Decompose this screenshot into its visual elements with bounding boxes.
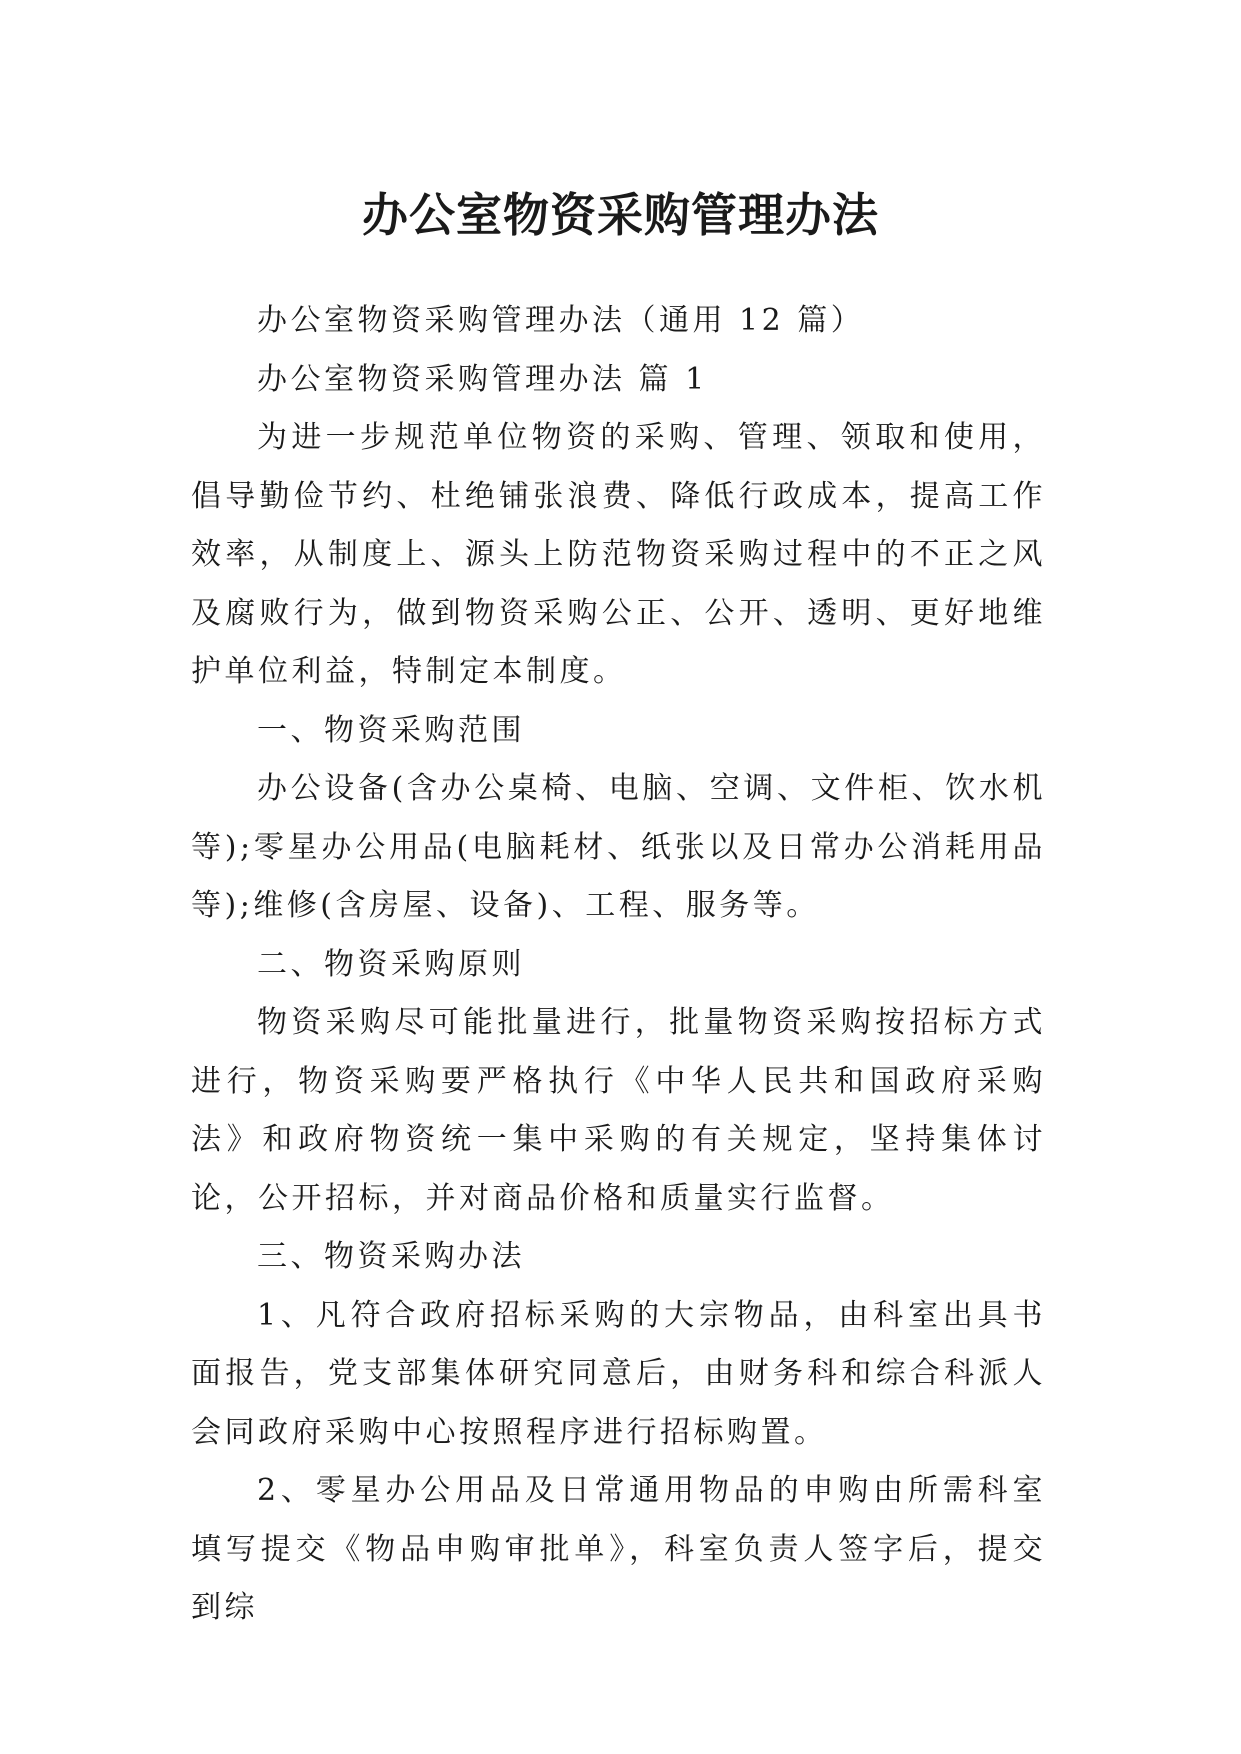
document-body <box>191 292 1046 1638</box>
section-heading-scope: 一、物资采购范围 <box>257 712 525 748</box>
article-heading: 办公室物资采购管理办法 篇 1 <box>257 361 708 397</box>
scope-paragraph: 办公设备(含办公桌椅、电脑、空调、文件柜、饮水机等);零星办公用品(电脑耗材、纸张以及日常办公消耗用品等);维修(含房屋、设备)、工程、服务等。 <box>191 771 1046 923</box>
intro-paragraph: 为进一步规范单位物资的采购、管理、领取和使用，倡导勤俭节约、杜绝铺张浪费、降低行政成本，提高工作效率，从制度上、源头上防范物资采购过程中的不正之风及腐败行为，做到物资采购公正、公开、透明、更好地维护单位利益，特制定本制度。 <box>191 420 1046 689</box>
collection-heading: 办公室物资采购管理办法（通用 12 篇） <box>257 303 865 338</box>
principles-paragraph: 物资采购尽可能批量进行，批量物资采购按招标方式进行，物资采购要严格执行《中华人民共和国政府采购法》和政府物资统一集中采购的有关规定，坚持集体讨论，公开招标，并对商品价格和质量实行监督。 <box>191 1005 1046 1216</box>
section-heading-principles: 二、物资采购原则 <box>257 946 525 982</box>
method-item-2: 2、零星办公用品及日常通用物品的申购由所需科室填写提交《物品申购审批单》，科室负责人签字后，提交到综 <box>191 1473 1046 1625</box>
document-title: 办公室物资采购管理办法 <box>362 187 879 242</box>
section-heading-methods: 三、物资采购办法 <box>257 1239 525 1274</box>
method-item-1: 1、凡符合政府招标采购的大宗物品，由科室出具书面报告，党支部集体研究同意后，由财务科和综合科派人会同政府采购中心按照程序进行招标购置。 <box>191 1297 1046 1450</box>
